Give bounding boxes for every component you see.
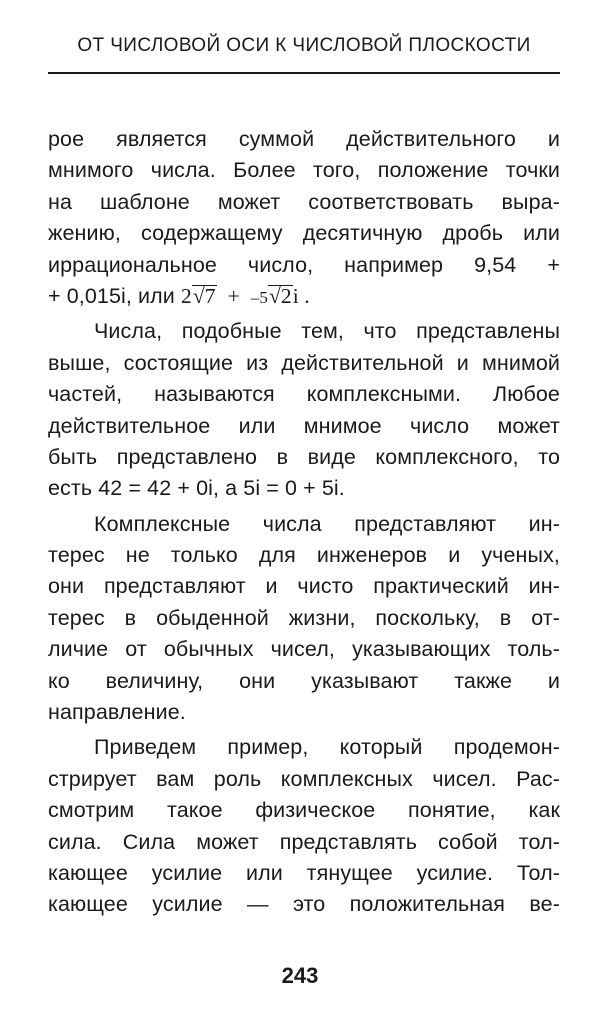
running-header: ОТ ЧИСЛОВОЙ ОСИ К ЧИСЛОВОЙ ПЛОСКОСТИ bbox=[77, 35, 531, 56]
text-line: иррациональное число, например 9,54 + bbox=[48, 252, 560, 277]
text-line: терес в обыденной жизни, поскольку, в от- bbox=[48, 605, 560, 630]
math-prefix: + 0,015i, или bbox=[48, 283, 181, 308]
math-suffix: i . bbox=[292, 283, 310, 308]
text-line: действительное или мнимое число может bbox=[48, 413, 560, 438]
text-line: кающее усилие или тянущее усилие. Тол- bbox=[48, 860, 560, 885]
text-line: смотрим такое физическое понятие, как bbox=[48, 798, 560, 823]
text-line: Комплексные числа представляют ин- bbox=[94, 511, 560, 536]
coefficient-1: 2 bbox=[181, 283, 192, 308]
text-line: частей, называются комплексными. Любое bbox=[48, 382, 560, 407]
text-line: ко величину, они указывают также и bbox=[48, 668, 560, 693]
text-line: мнимого числа. Более того, положение точки bbox=[48, 158, 560, 183]
text-line: есть 42 = 42 + 0i, а 5i = 0 + 5i. bbox=[48, 476, 345, 501]
text-line: терес не только для инженеров и ученых, bbox=[48, 543, 560, 568]
text-line: направление. bbox=[48, 700, 186, 725]
text-line: сила. Сила может представлять собой тол- bbox=[48, 829, 560, 854]
text-line: они представляют и чисто практический ин- bbox=[48, 574, 560, 599]
text-line: рое является суммой действительного и bbox=[48, 127, 560, 151]
text-line: Числа, подобные тем, что представлены bbox=[94, 319, 560, 344]
page-number: 243 bbox=[281, 963, 319, 988]
text-line: жению, содержащему десятичную дробь или bbox=[48, 221, 560, 246]
radical-1: √7 bbox=[192, 283, 216, 308]
math-expression bbox=[181, 284, 310, 308]
header-rule bbox=[48, 72, 560, 74]
text-line: выше, состоящие из действительной и мнимой bbox=[48, 350, 560, 375]
math-line bbox=[48, 281, 560, 312]
coefficient-2: –5 bbox=[250, 287, 268, 307]
text-line: кающее усилие — это положительная ве- bbox=[48, 892, 560, 917]
text-line: быть представлено в виде комплексного, то bbox=[48, 444, 560, 469]
text-line: на шаблоне может соответствовать выра- bbox=[48, 189, 560, 214]
text-line: Приведем пример, который продемон- bbox=[94, 735, 560, 760]
page-text bbox=[48, 124, 560, 921]
plus-operator: + bbox=[227, 283, 240, 308]
radical-2: √2 bbox=[268, 283, 292, 308]
text-line: стрирует вам роль комплексных чисел. Рас- bbox=[48, 766, 560, 791]
text-line: личие от обычных чисел, указывающих толь- bbox=[48, 637, 560, 662]
